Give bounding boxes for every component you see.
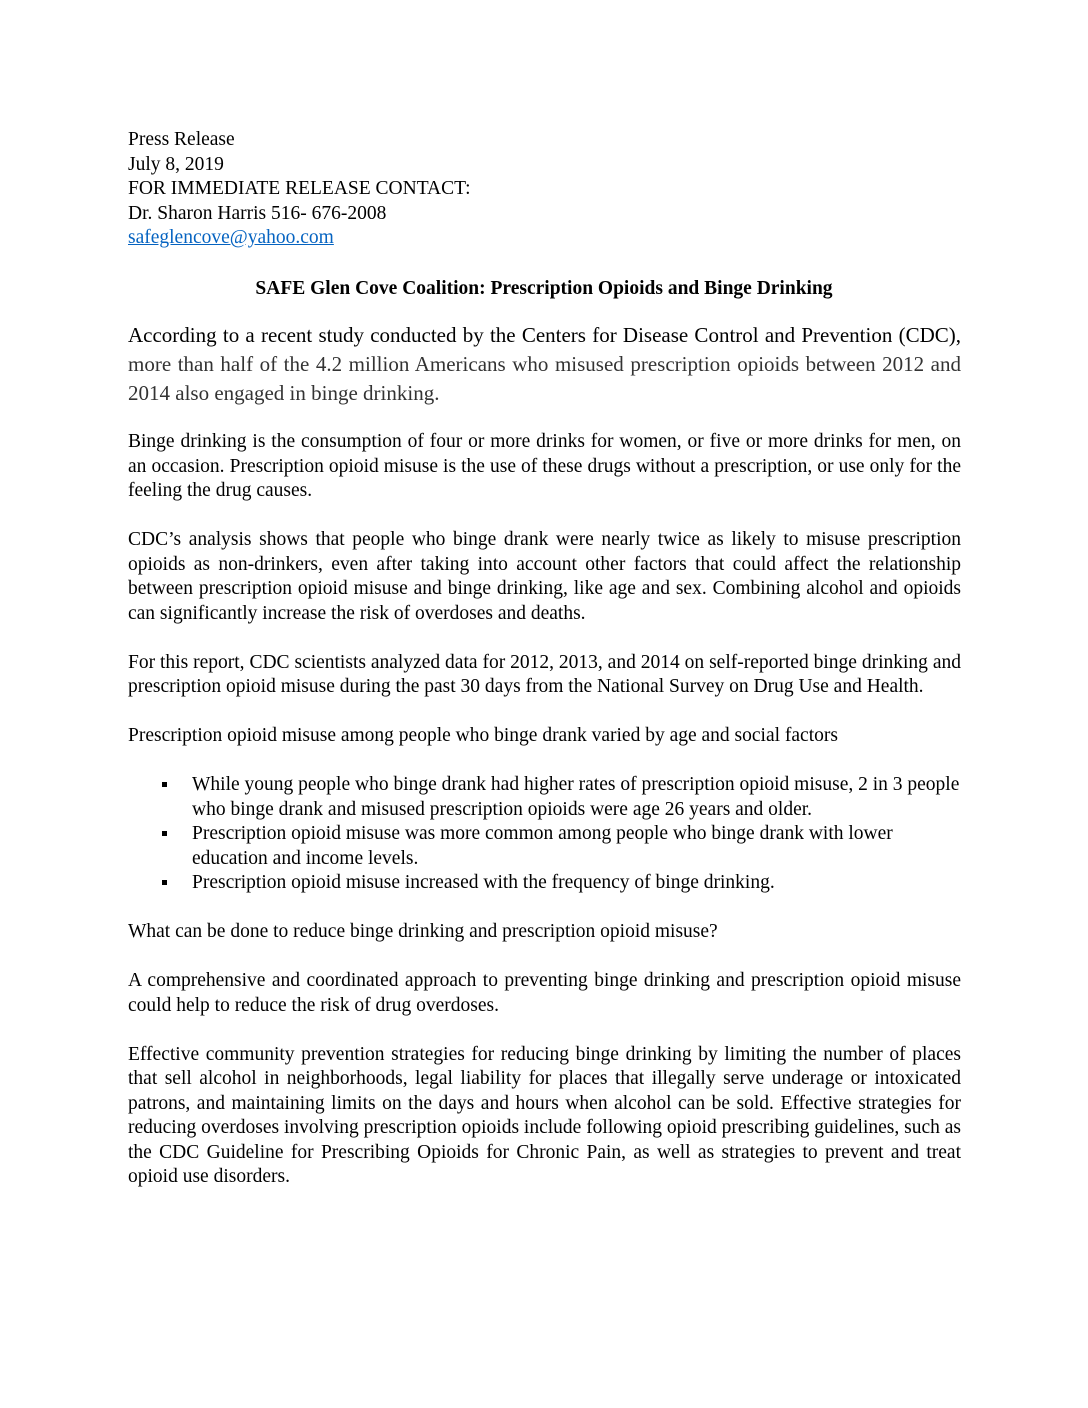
list-item-text: Prescription opioid misuse increased with the frequency of binge drinking. [192,872,775,893]
paragraph-cdc-analysis: CDC’s analysis shows that people who binge drank were nearly twice as likely to misuse prescription opioids as non-drinkers, even after taking into account other factors that could affect the relationship between prescription opioid misuse and binge drinking, like age and sex. Combining alcohol and opioids can significantly increase the risk of overdoses and deaths. [128,529,961,624]
paragraph-strategies: Effective community prevention strategies for reducing binge drinking by limiting the number of places that sell alcohol in neighborhoods, legal liability for places that illegally serve underage or intoxicated patrons, and maintaining limits on the days and hours when alcohol can be sold. Effective strategies for reducing overdoses involving prescription opioids include following opioid prescribing guidelines, such as the CDC Guideline for Prescribing Opioids for Chronic Pain, as well as strategies to prevent and treat opioid use disorders. [128,1043,961,1187]
lead-paragraph-rest: more than half of the 4.2 million Americans who misused prescription opioids between 2012 and 2014 also engaged in binge drinking. [128,352,961,405]
press-release-header [128,128,828,251]
bullet-marker [162,831,167,836]
list-item [128,822,961,871]
findings-list [128,773,961,896]
lead-paragraph [128,321,961,408]
paragraph-binge-definition: Binge drinking is the consumption of four or more drinks for women, or five or more drinks for men, on an occasion. Prescription opioid misuse is the use of these drugs without a prescription, or use only for the feeling the drug causes. [128,431,961,501]
release-contact-label: FOR IMMEDIATE RELEASE CONTACT: [128,178,471,199]
list-item [128,871,961,896]
paragraph-report-data: For this report, CDC scientists analyzed data for 2012, 2013, and 2014 on self-reported binge drinking and prescription opioid misuse during the past 30 days from the National Survey on Drug Use and Health. [128,651,961,697]
list-item [128,773,961,822]
press-release-label: Press Release [128,129,235,150]
list-item-text: Prescription opioid misuse was more common among people who binge drank with lower education and income levels. [192,823,893,869]
contact-email-link[interactable]: safeglencove@yahoo.com [128,227,334,248]
document-body [128,321,961,1214]
bullet-marker [162,880,167,885]
paragraph-question: What can be done to reduce binge drinking and prescription opioid misuse? [128,921,718,942]
paragraph-approach: A comprehensive and coordinated approach to preventing binge drinking and prescription opioid misuse could help to reduce the risk of drug overdoses. [128,970,961,1016]
contact-name-phone: Dr. Sharon Harris 516- 676-2008 [128,202,387,224]
release-date: July 8, 2019 [128,153,224,175]
lead-paragraph-start: According to a recent study conducted by the Centers for Disease Control and Prevention (CDC), [128,323,961,347]
paragraph-bullets-intro: Prescription opioid misuse among people who binge drank varied by age and social factors [128,725,838,746]
list-item-text: While young people who binge drank had higher rates of prescription opioid misuse, 2 in 3 people who binge drank and misused prescription opioids were age 26 years and older. [192,774,960,820]
document-title: SAFE Glen Cove Coalition: Prescription Opioids and Binge Drinking [255,278,833,299]
bullet-marker [162,782,167,787]
